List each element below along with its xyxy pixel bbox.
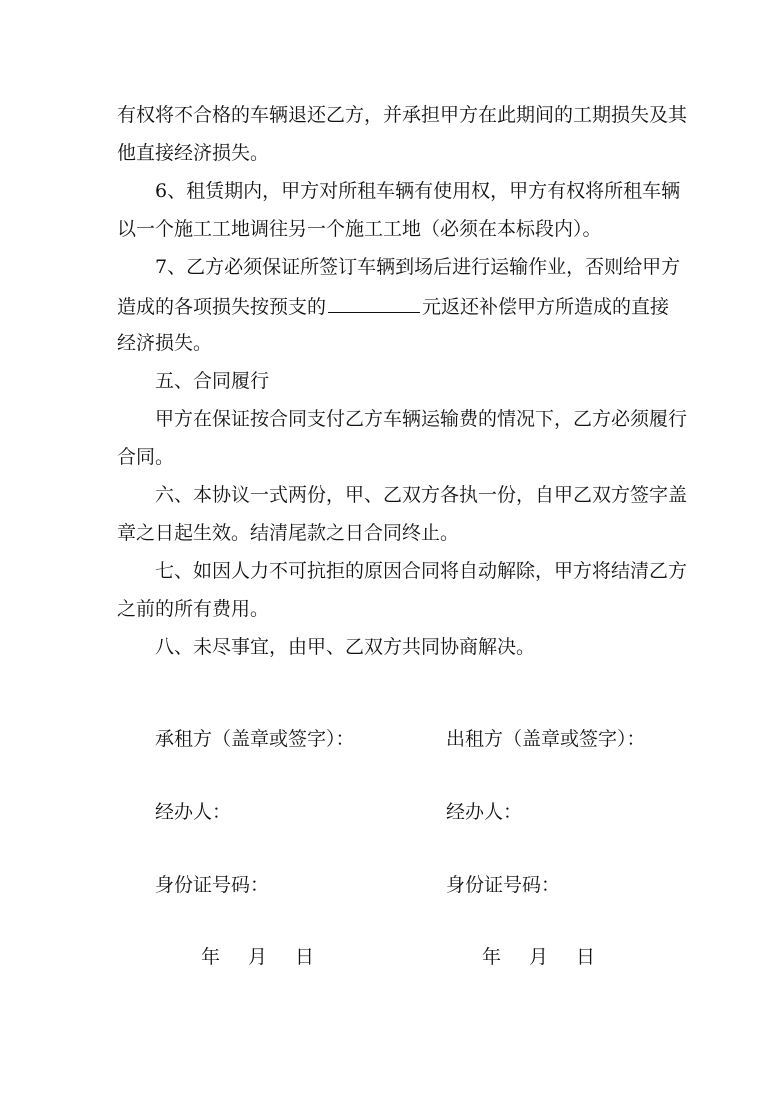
month-label: 月 xyxy=(529,946,549,968)
clause-seven-line: 之前的所有费用。 xyxy=(117,598,270,620)
year-label: 年 xyxy=(201,946,221,968)
section-heading: 五、合同履行 xyxy=(155,370,270,392)
day-label: 日 xyxy=(295,946,315,968)
clause-six-line: 章之日起生效。结清尾款之日合同终止。 xyxy=(117,522,460,544)
clause-6-line: 以一个施工工地调往另一个施工工地（必须在本标段内）。 xyxy=(117,218,602,240)
lessee-agent-label: 经办人： xyxy=(155,801,232,823)
clause-eight-line: 八、未尽事宜，由甲、乙双方共同协商解决。 xyxy=(155,636,536,658)
year-label: 年 xyxy=(482,946,502,968)
amount-blank xyxy=(328,293,420,313)
paragraph-line: 他直接经济损失。 xyxy=(117,142,270,164)
paragraph-line: 有权将不合格的车辆退还乙方，并承担甲方在此期间的工期损失及其 xyxy=(117,104,688,126)
clause-six-line: 六、本协议一式两份，甲、乙双方各执一份，自甲乙双方签字盖 xyxy=(155,484,688,506)
lessee-signature-label: 承租方（盖章或签字）： xyxy=(155,728,355,750)
lessor-date xyxy=(482,945,623,969)
lessee-id-label: 身份证号码： xyxy=(155,874,270,896)
clause-7-text-after-blank: 元返还补偿甲方所造成的直接 xyxy=(422,296,670,318)
paragraph-line: 合同。 xyxy=(117,446,175,468)
lessor-id-label: 身份证号码： xyxy=(446,874,561,896)
paragraph-line: 甲方在保证按合同支付乙方车辆运输费的情况下，乙方必须履行 xyxy=(155,408,688,430)
clause-seven-line: 七、如因人力不可抗拒的原因合同将自动解除，甲方将结清乙方 xyxy=(155,560,688,582)
clause-6-line: 6、租赁期内，甲方对所租车辆有使用权，甲方有权将所租车辆 xyxy=(155,180,681,202)
lessor-agent-label: 经办人： xyxy=(446,801,523,823)
clause-7-text-before-blank: 造成的各项损失按预支的 xyxy=(117,296,327,318)
day-label: 日 xyxy=(576,946,596,968)
clause-7-line: 经济损失。 xyxy=(117,332,213,354)
lessor-signature-label: 出租方（盖章或签字）： xyxy=(446,728,646,750)
month-label: 月 xyxy=(248,946,268,968)
lessee-date xyxy=(201,945,342,969)
clause-7-line xyxy=(117,293,670,319)
clause-7-line: 7、乙方必须保证所签订车辆到场后进行运输作业，否则给甲方 xyxy=(155,256,681,278)
